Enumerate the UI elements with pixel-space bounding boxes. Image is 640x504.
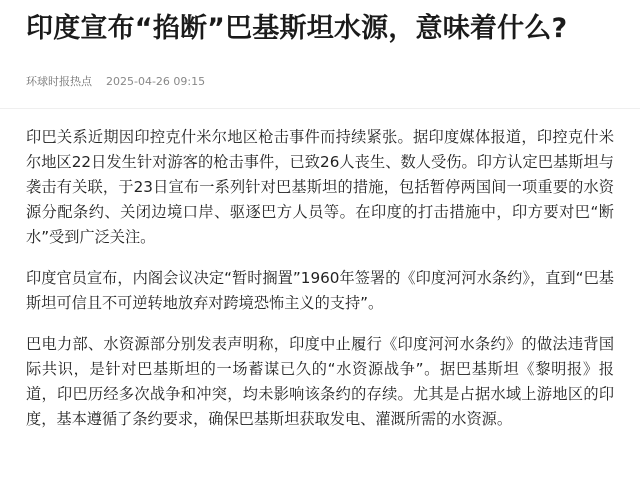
paragraph-1: 印巴关系近期因印控克什米尔地区枪击事件而持续紧张。据印度媒体报道，印控克什米尔地区22日发生针对游客的枪击事件，已致26人丧生、数人受伤。印方认定巴基斯坦与袭击有关联，于23日宣布一系列针对巴基斯坦的措施，包括暂停两国间一项重要的水资源分配条约、关闭边境口岸、驱逐巴方人员等。在印度的打击措施中，印方要对巴“断水”受到广泛关注。 <box>26 128 614 246</box>
publish-timestamp: 2025-04-26 09:15 <box>106 74 206 88</box>
article-title: 印度宣布“掐断”巴基斯坦水源，意味着什么? <box>26 13 568 44</box>
source-name[interactable]: 环球时报热点 <box>26 75 92 88</box>
paragraph-3: 巴电力部、水资源部分别发表声明称，印度中止履行《印度河河水条约》的做法违背国际共识，是针对巴基斯坦的一场蓄谋已久的“水资源战争”。据巴基斯坦《黎明报》报道，印巴历经多次战争和冲突，均未影响该条约的存续。尤其是占据水域上游地区的印度，基本遵循了条约要求，确保巴基斯坦获取发电、灌溉所需的水资源。 <box>26 335 614 428</box>
article-body <box>26 125 614 432</box>
meta-divider <box>0 108 640 109</box>
article-meta <box>26 73 614 89</box>
paragraph-2: 印度官员宣布，内阁会议决定“暂时搁置”1960年签署的《印度河河水条约》，直到“巴基斯坦可信且不可逆转地放弃对跨境恐怖主义的支持”。 <box>26 269 614 312</box>
